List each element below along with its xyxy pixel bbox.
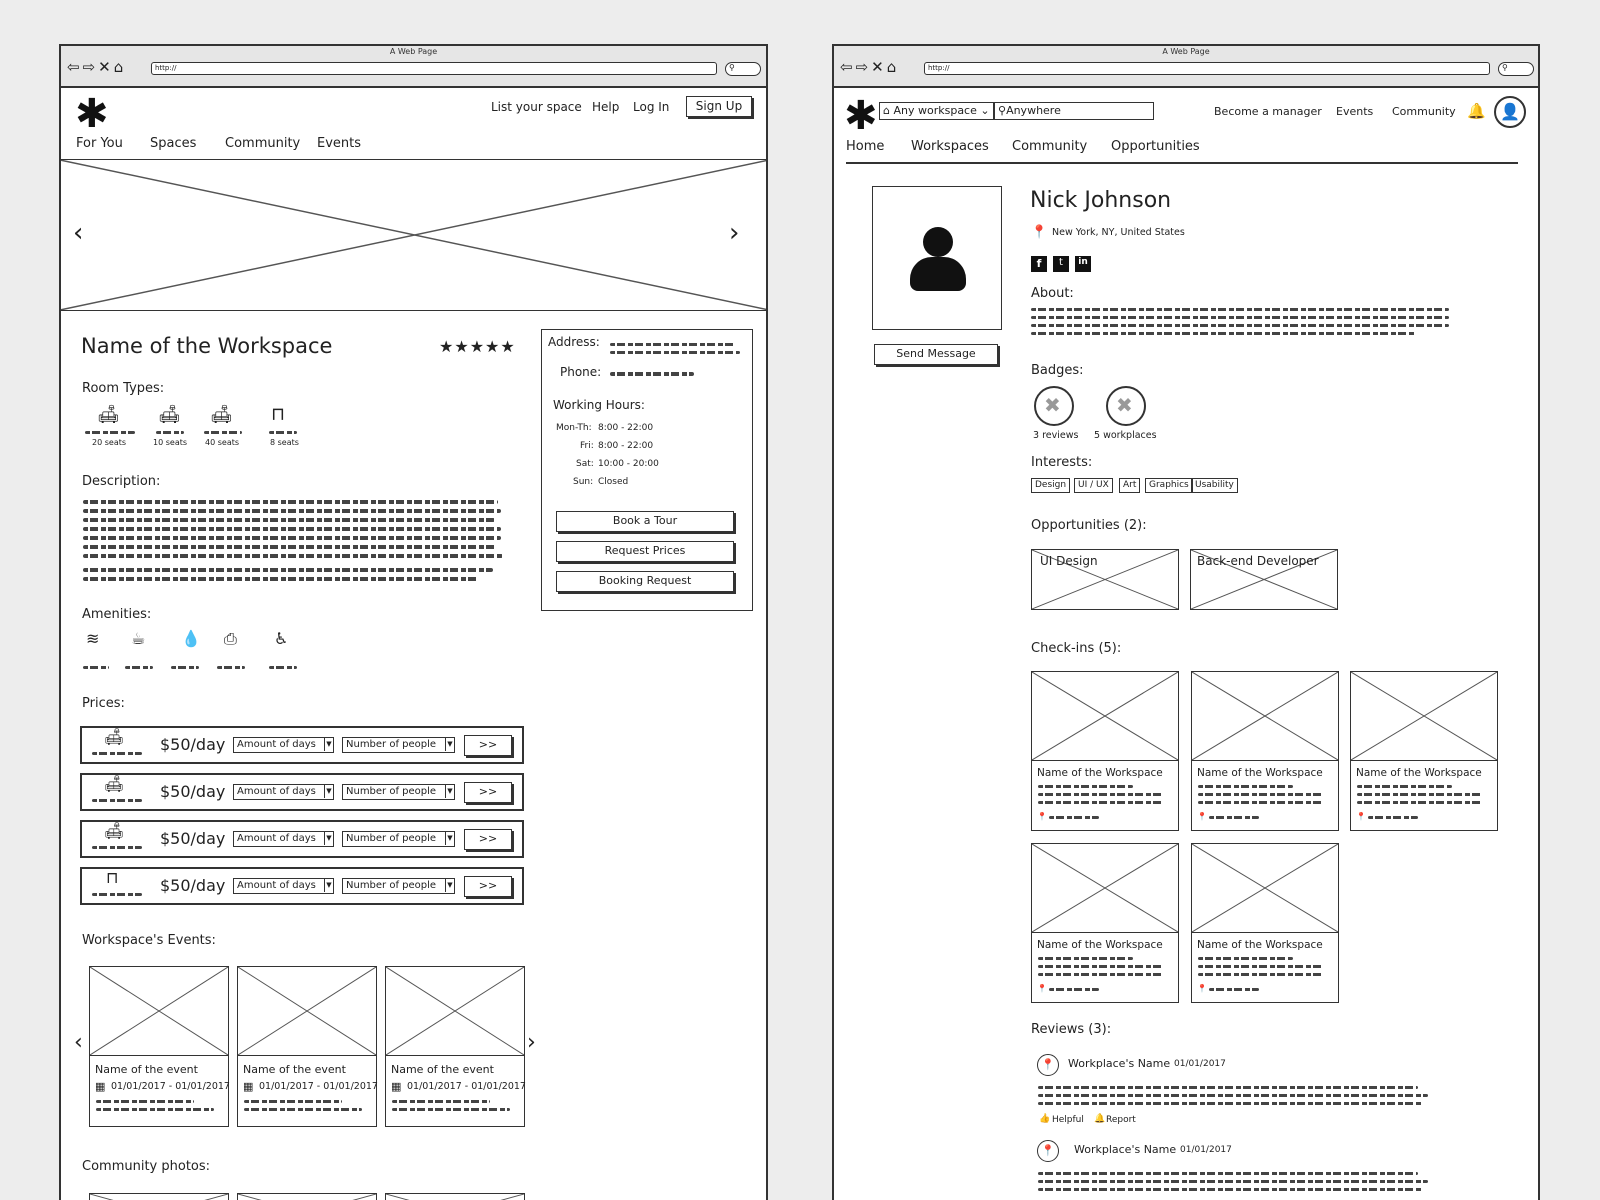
people-select[interactable]: Number of people ▼ — [342, 831, 455, 847]
workspace-info-box — [541, 329, 753, 611]
event-dates: 01/01/2017 - 01/01/2017 — [259, 1081, 378, 1092]
interest-tag[interactable]: Design — [1031, 478, 1070, 493]
water-drop-icon: 💧 — [181, 629, 201, 648]
people-select[interactable]: Number of people ▼ — [342, 784, 455, 800]
nav-community[interactable]: Community — [225, 136, 301, 151]
description-label: Description: — [82, 474, 161, 489]
armchair-icon: 🛋 — [97, 404, 120, 425]
map-pin-icon: 📍 — [1197, 984, 1207, 993]
price-value: $50/day — [160, 829, 226, 848]
events-label: Workspace's Events: — [82, 933, 216, 948]
page-tab-title: A Web Page — [1162, 47, 1210, 56]
opportunity-card[interactable] — [1031, 549, 1179, 610]
table-icon: ⊓ — [106, 868, 119, 887]
event-image — [385, 966, 525, 1056]
nav-for-you[interactable]: For You — [76, 136, 123, 151]
checkin-desc — [1198, 785, 1293, 788]
checkin-desc — [1038, 965, 1163, 968]
price-row — [80, 726, 524, 764]
interests-label: Interests: — [1031, 455, 1093, 470]
linkedin-icon[interactable]: in — [1075, 256, 1091, 272]
reviews-label: Reviews (3): — [1031, 1022, 1112, 1037]
checkin-desc — [1038, 957, 1133, 960]
page-tab-title: A Web Page — [389, 47, 438, 56]
calendar-icon: ▦ — [95, 1080, 106, 1093]
amenities-label: Amenities: — [82, 607, 152, 622]
days-select[interactable]: Amount of days ▼ — [233, 737, 334, 753]
helpful-link[interactable]: Helpful — [1052, 1115, 1084, 1125]
profile-photo — [872, 186, 1002, 330]
hours-day: Mon-Th: — [556, 423, 592, 433]
event-name: Name of the event — [95, 1063, 198, 1076]
browser-nav-icons[interactable]: ⇦⇨✕⌂ — [840, 58, 900, 76]
checkin-title: Name of the Workspace — [1197, 939, 1323, 951]
room-scribble — [156, 431, 184, 434]
checkin-image — [1191, 671, 1339, 761]
checkin-image — [1031, 671, 1179, 761]
checkins-label: Check-ins (5): — [1031, 641, 1122, 656]
hours-day: Sat: — [576, 459, 594, 469]
review-place-icon: 📍 — [1037, 1054, 1059, 1076]
interest-tag[interactable]: Graphics — [1145, 478, 1193, 493]
hours-time: Closed — [598, 477, 629, 487]
review-date: 01/01/2017 — [1174, 1059, 1226, 1069]
review-place-name: Workplace's Name — [1068, 1057, 1171, 1070]
checkin-desc — [1198, 793, 1323, 796]
armchair-icon: 🛋 — [104, 727, 125, 746]
checkin-location — [1049, 988, 1099, 991]
checkin-desc — [1198, 957, 1293, 960]
hours-time: 8:00 - 22:00 — [598, 441, 654, 451]
url-bar[interactable]: http:// — [924, 62, 1490, 75]
hero-image-carousel — [59, 159, 768, 311]
badge-label-reviews: 3 reviews — [1033, 430, 1079, 441]
event-desc — [96, 1108, 214, 1111]
days-select[interactable]: Amount of days ▼ — [233, 831, 334, 847]
sofa-icon: 🛋 — [210, 404, 233, 425]
checkin-location — [1209, 816, 1259, 819]
review-place-icon: 📍 — [1037, 1140, 1059, 1162]
prices-label: Prices: — [82, 696, 125, 711]
price-row — [80, 867, 524, 905]
thumbs-up-icon[interactable]: 👍 — [1039, 1114, 1051, 1124]
header-link-help[interactable]: Help — [592, 100, 620, 114]
checkin-location — [1209, 988, 1259, 991]
checkin-card[interactable] — [1191, 671, 1339, 831]
logo-icon[interactable]: ✱ — [844, 93, 878, 139]
checkin-image — [1350, 671, 1498, 761]
room-seats-1: 20 seats — [92, 438, 127, 447]
home-icon: ⌂ — [883, 104, 894, 117]
event-desc — [392, 1108, 510, 1111]
price-value: $50/day — [160, 876, 226, 895]
room-scribble — [92, 846, 142, 849]
profile-location: New York, NY, United States — [1052, 227, 1185, 238]
facebook-icon[interactable]: f — [1031, 256, 1047, 272]
report-bell-icon[interactable]: 🔔 — [1094, 1114, 1106, 1124]
checkin-desc — [1357, 793, 1482, 796]
amenity-scribble — [171, 666, 199, 669]
checkin-title: Name of the Workspace — [1356, 767, 1482, 779]
checkin-desc — [1198, 965, 1323, 968]
event-dates: 01/01/2017 - 01/01/2017 — [407, 1081, 526, 1092]
events-next-icon[interactable]: › — [527, 1030, 536, 1055]
browser-chrome — [61, 46, 766, 88]
browser-nav-icons[interactable]: ⇦⇨✕⌂ — [67, 58, 127, 76]
amenity-scribble — [125, 666, 153, 669]
room-seats-2: 10 seats — [153, 438, 188, 447]
accessibility-icon: ♿ — [274, 629, 289, 648]
room-seats-3: 40 seats — [205, 438, 240, 447]
nav-divider — [846, 162, 1518, 164]
request-prices-button[interactable]: Request Prices — [556, 541, 734, 562]
price-value: $50/day — [160, 735, 226, 754]
go-button[interactable]: >> — [464, 782, 512, 803]
reviews-badge-icon — [1034, 386, 1074, 426]
working-hours-label: Working Hours: — [553, 398, 645, 412]
badge-label-workplaces: 5 workplaces — [1094, 430, 1157, 441]
days-select[interactable]: Amount of days ▼ — [233, 878, 334, 894]
printer-icon: ⎙ — [224, 629, 237, 648]
review-place-name: Workplace's Name — [1074, 1143, 1177, 1156]
event-desc — [244, 1108, 362, 1111]
hours-time: 8:00 - 22:00 — [598, 423, 654, 433]
nav-workspaces[interactable]: Workspaces — [911, 139, 989, 154]
about-label: About: — [1031, 286, 1074, 301]
browser-search[interactable]: ⚲ — [1498, 62, 1534, 76]
checkin-card[interactable] — [1350, 671, 1498, 831]
sofa-icon: 🛋 — [104, 821, 125, 840]
people-select[interactable]: Number of people ▼ — [342, 737, 455, 753]
nav-community[interactable]: Community — [1012, 139, 1088, 154]
coffee-icon: ☕ — [131, 629, 146, 648]
avatar-icon[interactable]: 👤 — [1494, 96, 1526, 128]
room-seats-4: 8 seats — [270, 438, 299, 447]
event-card[interactable] — [385, 966, 525, 1127]
header-link-become-manager[interactable]: Become a manager — [1214, 105, 1322, 118]
room-scribble — [204, 431, 242, 434]
event-image — [89, 966, 229, 1056]
community-photo[interactable] — [385, 1193, 525, 1200]
right-browser-window — [832, 44, 1540, 1200]
nav-spaces[interactable]: Spaces — [150, 136, 197, 151]
room-scribble — [92, 752, 142, 755]
nav-events[interactable]: Events — [317, 136, 362, 151]
checkin-card[interactable] — [1031, 671, 1179, 831]
address-value — [610, 351, 740, 354]
room-scribble — [92, 893, 142, 896]
days-select[interactable]: Amount of days ▼ — [233, 784, 334, 800]
checkin-title: Name of the Workspace — [1037, 939, 1163, 951]
checkin-desc — [1038, 801, 1163, 804]
header-link-community[interactable]: Community — [1392, 105, 1456, 118]
workspace-select[interactable]: ⌂ Any workspace ⌄ — [879, 102, 994, 120]
carousel-next-icon[interactable]: › — [729, 218, 740, 248]
send-message-button[interactable]: Send Message — [874, 344, 998, 365]
checkin-desc — [1038, 793, 1163, 796]
armchair-icon: 🛋 — [104, 774, 125, 793]
opportunity-card[interactable] — [1190, 549, 1338, 610]
checkin-image — [1191, 843, 1339, 933]
hours-day: Fri: — [580, 441, 594, 451]
map-pin-icon: 📍 — [1031, 225, 1048, 240]
bell-icon[interactable]: 🔔 — [1467, 102, 1486, 120]
carousel-prev-icon[interactable]: ‹ — [73, 218, 84, 248]
table-icon: ⊓ — [271, 404, 286, 425]
calendar-icon: ▦ — [243, 1080, 254, 1093]
checkin-location — [1049, 816, 1099, 819]
amenity-scribble — [83, 666, 109, 669]
profile-name: Nick Johnson — [1030, 188, 1172, 213]
go-button[interactable]: >> — [464, 735, 512, 756]
rating-stars: ★★★★★ — [439, 337, 516, 356]
phone-label: Phone: — [560, 365, 602, 379]
community-photo[interactable] — [89, 1193, 229, 1200]
book-tour-button[interactable]: Book a Tour — [556, 511, 734, 532]
checkin-card[interactable] — [1031, 843, 1179, 1003]
user-silhouette-icon — [910, 227, 966, 291]
map-pin-icon: 📍 — [1037, 984, 1047, 993]
url-bar[interactable]: http:// — [151, 62, 717, 75]
report-link[interactable]: Report — [1106, 1115, 1136, 1125]
go-button[interactable]: >> — [464, 876, 512, 897]
hours-time: 10:00 - 20:00 — [598, 459, 659, 469]
price-value: $50/day — [160, 782, 226, 801]
amenity-scribble — [217, 666, 245, 669]
room-scribble — [92, 799, 142, 802]
phone-value — [610, 372, 694, 376]
amenity-scribble — [269, 666, 297, 669]
badges-label: Badges: — [1031, 363, 1084, 378]
workplaces-badge-icon — [1106, 386, 1146, 426]
wifi-icon: ≋ — [86, 629, 100, 648]
checkin-desc — [1198, 801, 1323, 804]
browser-chrome — [834, 46, 1538, 88]
interest-tag[interactable]: Usability — [1191, 478, 1238, 493]
checkin-card[interactable] — [1191, 843, 1339, 1003]
events-prev-icon[interactable]: ‹ — [74, 1030, 83, 1055]
browser-search[interactable]: ⚲ — [725, 62, 761, 76]
checkin-location — [1368, 816, 1418, 819]
event-dates: 01/01/2017 - 01/01/2017 — [111, 1081, 230, 1092]
address-label: Address: — [548, 335, 600, 349]
room-types-label: Room Types: — [82, 381, 165, 396]
checkin-desc — [1038, 973, 1163, 976]
checkin-desc — [1357, 801, 1482, 804]
header-link-events[interactable]: Events — [1336, 105, 1374, 118]
map-pin-icon: 📍 — [1356, 812, 1366, 821]
event-image — [237, 966, 377, 1056]
logo-icon[interactable]: ✱ — [75, 91, 109, 137]
opportunity-title: UI Design — [1040, 554, 1098, 568]
header-link-login[interactable]: Log In — [633, 100, 670, 114]
checkin-image — [1031, 843, 1179, 933]
signup-button[interactable]: Sign Up — [686, 96, 752, 117]
checkin-title: Name of the Workspace — [1037, 767, 1163, 779]
price-row — [80, 773, 524, 811]
hours-day: Sun: — [573, 477, 594, 487]
event-desc — [392, 1100, 490, 1103]
event-desc — [244, 1100, 342, 1103]
opportunities-label: Opportunities (2): — [1031, 518, 1147, 533]
map-pin-icon: 📍 — [1197, 812, 1207, 821]
event-name: Name of the event — [243, 1063, 346, 1076]
review-date: 01/01/2017 — [1180, 1145, 1232, 1155]
calendar-icon: ▦ — [391, 1080, 402, 1093]
checkin-title: Name of the Workspace — [1197, 767, 1323, 779]
twitter-icon[interactable]: t — [1053, 256, 1069, 272]
community-photos-label: Community photos: — [82, 1159, 211, 1174]
go-button[interactable]: >> — [464, 829, 512, 850]
checkin-desc — [1038, 785, 1133, 788]
event-name: Name of the event — [391, 1063, 494, 1076]
address-value — [610, 343, 736, 346]
nav-opportunities[interactable]: Opportunities — [1111, 139, 1200, 154]
price-row — [80, 820, 524, 858]
checkin-desc — [1198, 973, 1323, 976]
left-browser-window — [59, 44, 768, 1200]
room-scribble — [85, 431, 135, 434]
interest-tag[interactable]: Art — [1119, 478, 1140, 493]
event-desc — [96, 1100, 194, 1103]
search-icon: ⚲ — [998, 104, 1007, 117]
location-search-input[interactable]: ⚲Anywhere — [994, 102, 1154, 120]
room-scribble — [269, 431, 297, 434]
checkin-desc — [1357, 785, 1452, 788]
header-link-list-space[interactable]: List your space — [491, 100, 582, 114]
event-card[interactable] — [237, 966, 377, 1127]
nav-home[interactable]: Home — [846, 139, 885, 154]
interest-tag[interactable]: UI / UX — [1074, 478, 1113, 493]
opportunity-title: Back-end Developer — [1197, 554, 1319, 568]
booking-request-button[interactable]: Booking Request — [556, 571, 734, 592]
map-pin-icon: 📍 — [1037, 812, 1047, 821]
event-card[interactable] — [89, 966, 229, 1127]
workspace-title: Name of the Workspace — [81, 334, 333, 358]
people-select[interactable]: Number of people ▼ — [342, 878, 455, 894]
armchair-icon: 🛋 — [158, 404, 181, 425]
community-photo[interactable] — [237, 1193, 377, 1200]
